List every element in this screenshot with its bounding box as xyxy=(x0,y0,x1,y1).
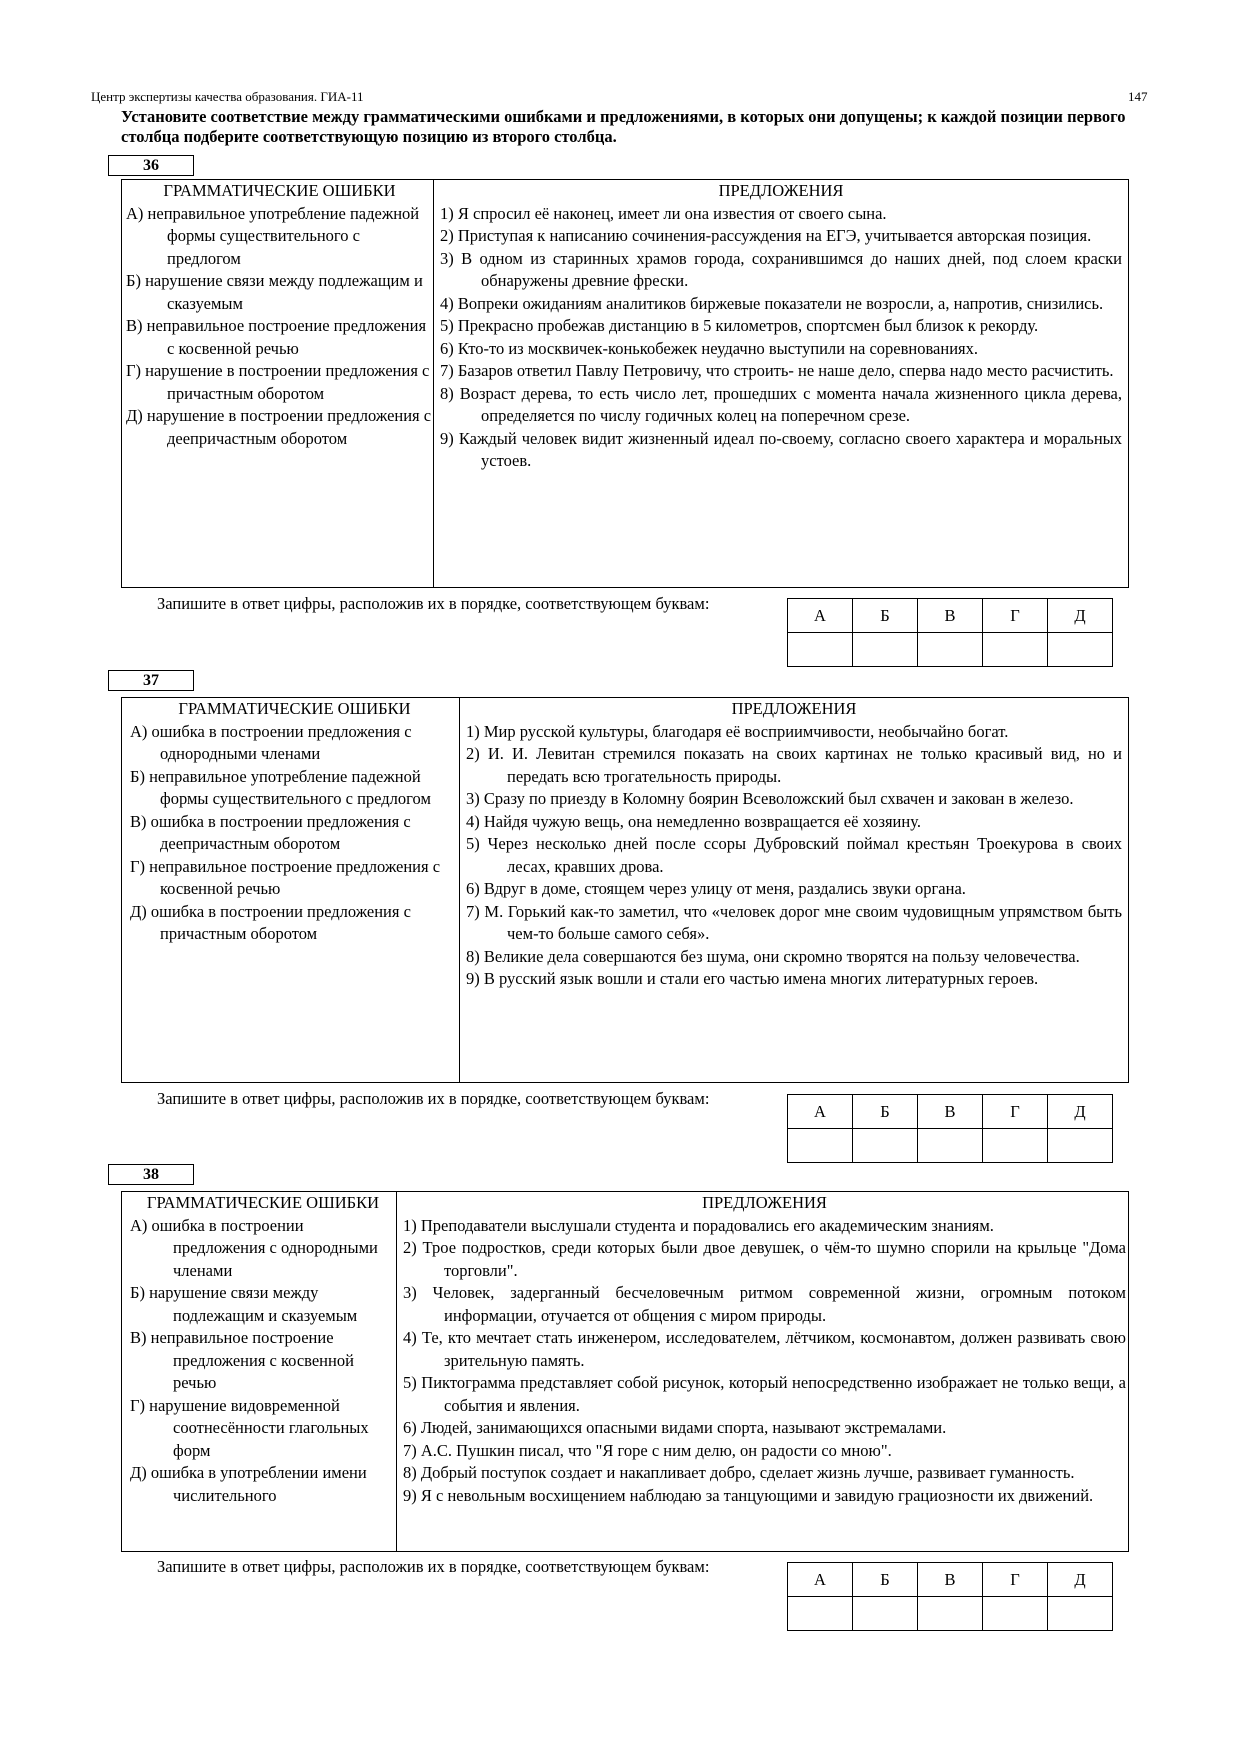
answer-letter: Б xyxy=(853,1563,918,1597)
answer-cell[interactable] xyxy=(1048,633,1113,667)
answer-cell[interactable] xyxy=(788,1129,853,1163)
task-number-37: 37 xyxy=(108,670,194,691)
task-number-36: 36 xyxy=(108,155,194,176)
sentence-item: 5) Прекрасно пробежав дистанцию в 5 километров, спортсмен был близок к рекорду. xyxy=(440,316,1039,335)
sentence-item: 2) Трое подростков, среди которых были двое девушек, о чём-то шумно спорили на крыльце "Дома торговли". xyxy=(403,1238,1126,1280)
answer-cell[interactable] xyxy=(918,1129,983,1163)
answer-letter: Д xyxy=(1048,1095,1113,1129)
sentence-item: 9) В русский язык вошли и стали его частью имена многих литературных героев. xyxy=(466,969,1039,988)
answer-grid xyxy=(787,1094,1113,1163)
task-38-table xyxy=(121,1191,1129,1552)
sentences-header: ПРЕДЛОЖЕНИЯ xyxy=(702,1193,827,1212)
task-36-table xyxy=(121,179,1129,588)
error-item: В) неправильное построение предложения с косвенной речью xyxy=(130,1328,354,1392)
sentence-item: 4) Те, кто мечтает стать инженером, исследователем, лётчиком, космонавтом, должен развивать свою зрительную память. xyxy=(403,1328,1126,1370)
answer-grid xyxy=(787,598,1113,667)
error-item: Б) нарушение связи между подлежащим и сказуемым xyxy=(130,1283,358,1325)
answer-cell[interactable] xyxy=(983,1129,1048,1163)
answer-letter: А xyxy=(788,1563,853,1597)
sentence-item: 1) Преподаватели выслушали студента и порадовались его академическим знаниям. xyxy=(403,1215,994,1235)
sentence-item: 4) Найдя чужую вещь, она немедленно возвращается её хозяину. xyxy=(466,811,921,831)
answer-letter: Б xyxy=(853,1095,918,1129)
answer-cell[interactable] xyxy=(1048,1597,1113,1631)
error-item: Г) нарушение в построении предложения с причастным оборотом xyxy=(126,361,430,403)
error-item: Д) нарушение в построении предложения с деепричастным оборотом xyxy=(126,406,432,448)
answer-cell[interactable] xyxy=(918,1597,983,1631)
answer-cell[interactable] xyxy=(918,633,983,667)
header-org: Центр экспертизы качества образования. ГИА-11 xyxy=(91,89,364,104)
error-item: А) неправильное употребление падежной формы существительного с предлогом xyxy=(126,203,420,268)
sentence-item: 8) Добрый поступок создает и накапливает добро, сделает жизнь лучше, развивает гуманность. xyxy=(403,1463,1075,1482)
sentence-item: 9) Каждый человек видит жизненный идеал по-своему, согласно своего характера и моральных устоев. xyxy=(440,428,1122,470)
answer-letter: Б xyxy=(853,599,918,633)
error-item: А) ошибка в построении предложения с однородными членами xyxy=(130,1215,378,1280)
errors-column xyxy=(122,1192,397,1551)
answer-cell[interactable] xyxy=(1048,1129,1113,1163)
sentence-item: 3) Сразу по приезду в Коломну боярин Всеволожский был схвачен и закован в железо. xyxy=(466,789,1074,808)
error-item: Д) ошибка в построении предложения с причастным оборотом xyxy=(130,901,411,943)
answer-grid xyxy=(787,1562,1113,1631)
answer-prompt: Запишите в ответ цифры, расположив их в порядке, соответствующем буквам: xyxy=(157,1089,710,1108)
page-number: 147 xyxy=(1128,89,1148,104)
error-item: Г) неправильное построение предложения с косвенной речью xyxy=(130,856,441,898)
error-item: Д) ошибка в употреблении имени числительного xyxy=(130,1463,367,1505)
answer-cell[interactable] xyxy=(853,633,918,667)
error-item: Г) нарушение видовременной соотнесённости глагольных форм xyxy=(130,1395,369,1460)
instruction: Установите соответствие между грамматическими ошибками и предложениями, в которых они допущены; к каждой позиции первого столбца подберите соответствующую позицию из второго столбца. xyxy=(121,107,1126,146)
sentence-item: 6) Кто-то из москвичек-конькобежек неудачно выступили на соревнованиях. xyxy=(440,338,979,358)
sentence-item: 5) Пиктограмма представляет собой рисунок, который непосредственно изображает не только вещи, а события и явления. xyxy=(403,1373,1126,1415)
answer-cell[interactable] xyxy=(983,1597,1048,1631)
sentence-item: 7) М. Горький как-то заметил, что «человек дорог мне своим чудовищным упрямством быть чем-то больше самого себя». xyxy=(466,901,1122,943)
sentence-item: 4) Вопреки ожиданиям аналитиков биржевые показатели не возросли, а, напротив, снизились. xyxy=(440,293,1104,313)
answer-cell[interactable] xyxy=(853,1129,918,1163)
sentence-item: 7) А.С. Пушкин писал, что "Я горе с ним делю, он радости со мною". xyxy=(403,1440,892,1460)
error-item: А) ошибка в построении предложения с однородными членами xyxy=(130,721,412,763)
error-item: Б) неправильное употребление падежной формы существительного с предлогом xyxy=(130,766,431,808)
sentence-item: 6) Вдруг в доме, стоящем через улицу от меня, раздались звуки органа. xyxy=(466,879,966,898)
errors-column xyxy=(122,180,434,587)
answer-letter: Д xyxy=(1048,1563,1113,1597)
answer-cell[interactable] xyxy=(788,1597,853,1631)
sentences-column xyxy=(397,1192,1128,1551)
sentence-item: 5) Через несколько дней после ссоры Дубровский поймал крестьян Троекурова в своих лесах, кравших дрова. xyxy=(466,834,1122,876)
sentences-header: ПРЕДЛОЖЕНИЯ xyxy=(731,699,857,718)
sentence-item: 7) Базаров ответил Павлу Петровичу, что строить- не наше дело, сперва надо место расчистить. xyxy=(440,361,1114,380)
sentence-item: 3) В одном из старинных храмов города, сохранившимся до наших дней, под слоем краски обнаружены древние фрески. xyxy=(440,248,1122,290)
errors-header: ГРАММАТИЧЕСКИЕ ОШИБКИ xyxy=(178,699,411,718)
answer-letter: В xyxy=(918,599,983,633)
answer-letter: Г xyxy=(983,599,1048,633)
answer-cell[interactable] xyxy=(788,633,853,667)
sentence-item: 8) Великие дела совершаются без шума, они скромно творятся на пользу человечества. xyxy=(466,946,1080,966)
sentence-item: 9) Я с невольным восхищением наблюдаю за танцующими и завидую грациозности их движений. xyxy=(403,1485,1094,1505)
answer-letter: В xyxy=(918,1563,983,1597)
sentence-item: 2) Приступая к написанию сочинения-рассуждения на ЕГЭ, учитывается авторская позиция. xyxy=(440,226,1092,245)
errors-header: ГРАММАТИЧЕСКИЕ ОШИБКИ xyxy=(163,181,396,200)
sentences-header: ПРЕДЛОЖЕНИЯ xyxy=(718,181,844,200)
sentence-item: 6) Людей, занимающихся опасными видами спорта, называют экстремалами. xyxy=(403,1418,947,1437)
answer-letter: Г xyxy=(983,1563,1048,1597)
sentences-column xyxy=(434,180,1128,587)
sentence-item: 3) Человек, задерганный бесчеловечным ритмом современной жизни, огромным потоком информации, отучается от общения с миром природы. xyxy=(403,1283,1126,1325)
answer-letter: А xyxy=(788,1095,853,1129)
sentence-item: 2) И. И. Левитан стремился показать на своих картинах не только красивый вид, но и передать всю трогательность природы. xyxy=(466,744,1122,786)
error-item: В) неправильное построение предложения с косвенной речью xyxy=(126,316,427,358)
error-item: Б) нарушение связи между подлежащим и сказуемым xyxy=(126,271,423,313)
errors-header: ГРАММАТИЧЕСКИЕ ОШИБКИ xyxy=(146,1193,380,1212)
sentence-item: 8) Возраст дерева, то есть число лет, прошедших с момента начала жизненного цикла дерева, определяется по числу годичных колец на поперечном срезе. xyxy=(440,383,1122,425)
answer-letter: В xyxy=(918,1095,983,1129)
sentence-item: 1) Мир русской культуры, благодаря её восприимчивости, необычайно богат. xyxy=(466,721,1009,741)
answer-prompt: Запишите в ответ цифры, расположив их в порядке, соответствующем буквам: xyxy=(157,1557,710,1576)
answer-prompt: Запишите в ответ цифры, расположив их в порядке, соответствующем буквам: xyxy=(157,594,710,613)
answer-letter: А xyxy=(788,599,853,633)
answer-cell[interactable] xyxy=(853,1597,918,1631)
answer-letter: Д xyxy=(1048,599,1113,633)
sentences-column xyxy=(460,698,1128,1082)
error-item: В) ошибка в построении предложения с деепричастным оборотом xyxy=(130,811,411,853)
answer-cell[interactable] xyxy=(983,633,1048,667)
errors-column xyxy=(122,698,460,1082)
task-37-table xyxy=(121,697,1129,1083)
task-number-38: 38 xyxy=(108,1164,194,1185)
sentence-item: 1) Я спросил её наконец, имеет ли она известия от своего сына. xyxy=(440,203,887,223)
answer-letter: Г xyxy=(983,1095,1048,1129)
